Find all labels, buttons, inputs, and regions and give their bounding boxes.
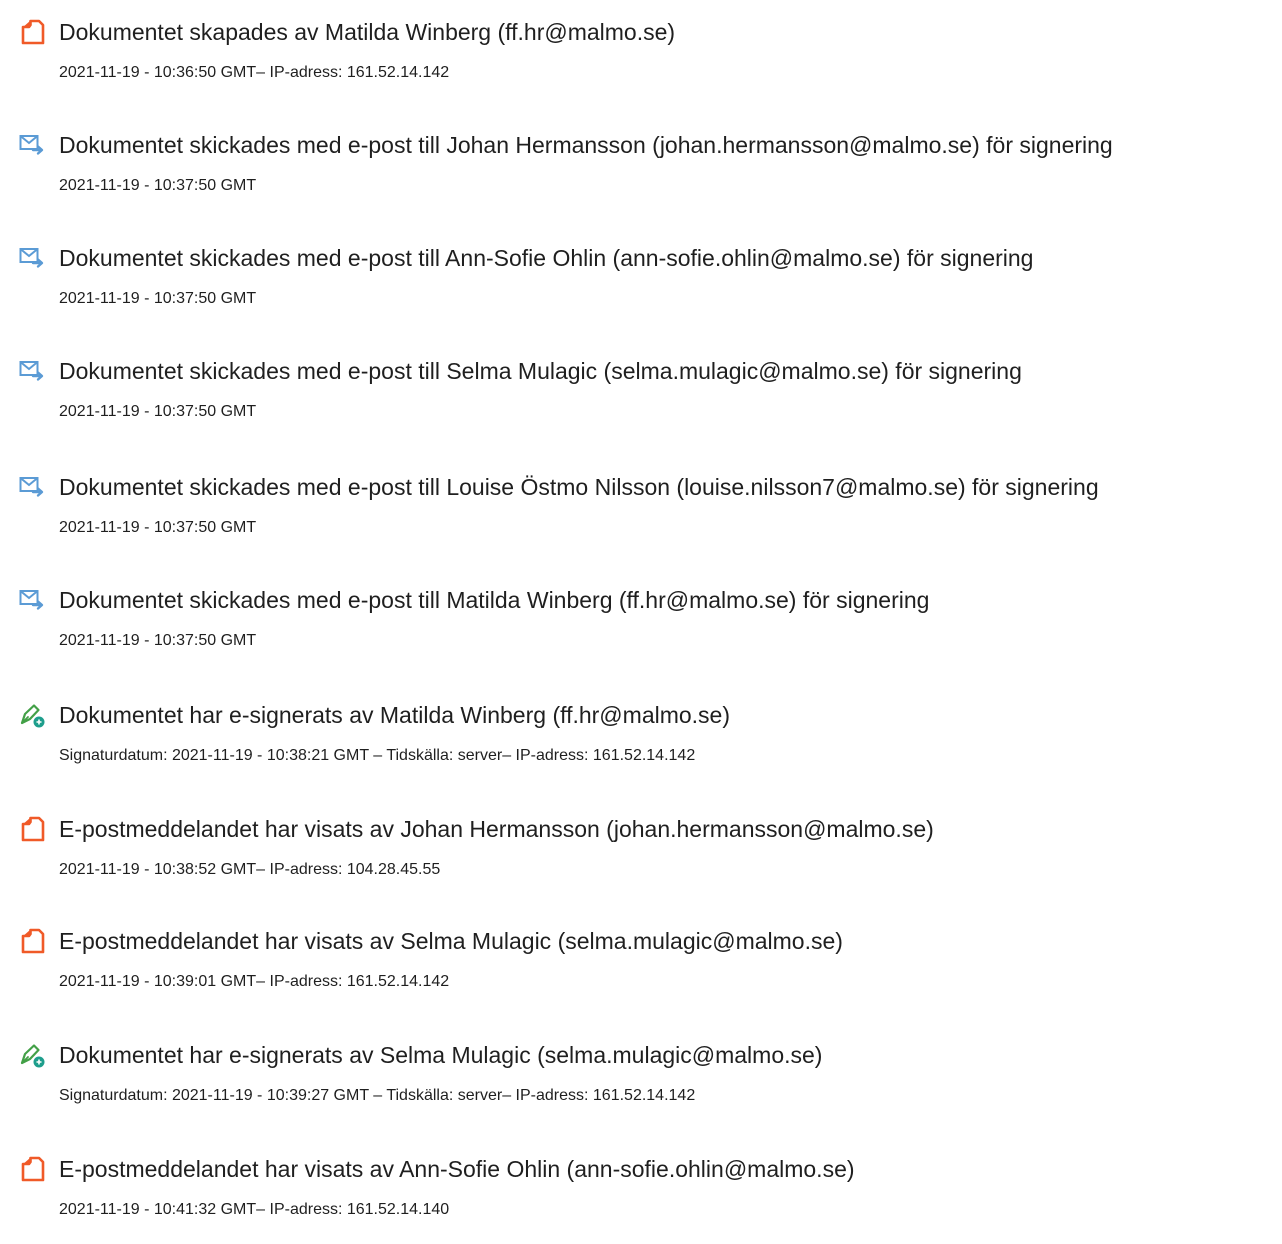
entry-meta: Signaturdatum: 2021-11-19 - 10:39:27 GMT – Tidskälla: server– IP-adress: 161.52.14.142 xyxy=(59,1087,696,1104)
entry-title: Dokumentet skickades med e-post till Johan Hermansson (johan.hermansson@malmo.se) för signering xyxy=(59,132,1113,158)
entry-meta: 2021-11-19 - 10:37:50 GMT xyxy=(59,177,257,194)
entry-meta: Signaturdatum: 2021-11-19 - 10:38:21 GMT – Tidskälla: server– IP-adress: 161.52.14.142 xyxy=(59,747,696,764)
email-sent-icon xyxy=(19,245,45,271)
audit-entry xyxy=(0,700,1282,790)
entry-title: Dokumentet skapades av Matilda Winberg (ff.hr@malmo.se) xyxy=(59,19,676,45)
audit-entry xyxy=(0,130,1282,220)
audit-entry xyxy=(0,17,1282,107)
entry-title: Dokumentet har e-signerats av Matilda Winberg (ff.hr@malmo.se) xyxy=(59,702,731,728)
entry-meta: 2021-11-19 - 10:41:32 GMT– IP-adress: 161.52.14.140 xyxy=(59,1201,450,1218)
audit-entry xyxy=(0,243,1282,333)
entry-meta: 2021-11-19 - 10:37:50 GMT xyxy=(59,632,257,649)
entry-title: Dokumentet skickades med e-post till Selma Mulagic (selma.mulagic@malmo.se) för signering xyxy=(59,358,1022,384)
audit-entry xyxy=(0,356,1282,446)
audit-entry xyxy=(0,814,1282,904)
audit-entry xyxy=(0,926,1282,1016)
audit-entry xyxy=(0,1040,1282,1130)
entry-meta: 2021-11-19 - 10:39:01 GMT– IP-adress: 161.52.14.142 xyxy=(59,973,450,990)
document-viewed-icon xyxy=(19,928,45,954)
entry-meta: 2021-11-19 - 10:37:50 GMT xyxy=(59,290,257,307)
audit-entry xyxy=(0,585,1282,675)
entry-meta: 2021-11-19 - 10:36:50 GMT– IP-adress: 161.52.14.142 xyxy=(59,64,450,81)
document-viewed-icon xyxy=(19,816,45,842)
entry-meta: 2021-11-19 - 10:38:52 GMT– IP-adress: 104.28.45.55 xyxy=(59,861,441,878)
entry-title: Dokumentet skickades med e-post till Ann-Sofie Ohlin (ann-sofie.ohlin@malmo.se) för signering xyxy=(59,245,1034,271)
entry-meta: 2021-11-19 - 10:37:50 GMT xyxy=(59,403,257,420)
email-sent-icon xyxy=(19,358,45,384)
entry-title: Dokumentet skickades med e-post till Matilda Winberg (ff.hr@malmo.se) för signering xyxy=(59,587,930,613)
document-created-icon xyxy=(19,19,45,45)
e-signature-icon xyxy=(19,702,45,728)
entry-meta: 2021-11-19 - 10:37:50 GMT xyxy=(59,519,257,536)
email-sent-icon xyxy=(19,132,45,158)
entry-title: Dokumentet skickades med e-post till Louise Östmo Nilsson (louise.nilsson7@malmo.se) för signering xyxy=(59,474,1099,500)
document-viewed-icon xyxy=(19,1156,45,1182)
entry-title: Dokumentet har e-signerats av Selma Mulagic (selma.mulagic@malmo.se) xyxy=(59,1042,823,1068)
audit-entry xyxy=(0,1154,1282,1244)
audit-entry xyxy=(0,472,1282,562)
email-sent-icon xyxy=(19,474,45,500)
entry-title: E-postmeddelandet har visats av Ann-Sofie Ohlin (ann-sofie.ohlin@malmo.se) xyxy=(59,1156,855,1182)
email-sent-icon xyxy=(19,587,45,613)
e-signature-icon xyxy=(19,1042,45,1068)
entry-title: E-postmeddelandet har visats av Selma Mulagic (selma.mulagic@malmo.se) xyxy=(59,928,843,954)
entry-title: E-postmeddelandet har visats av Johan Hermansson (johan.hermansson@malmo.se) xyxy=(59,816,934,842)
